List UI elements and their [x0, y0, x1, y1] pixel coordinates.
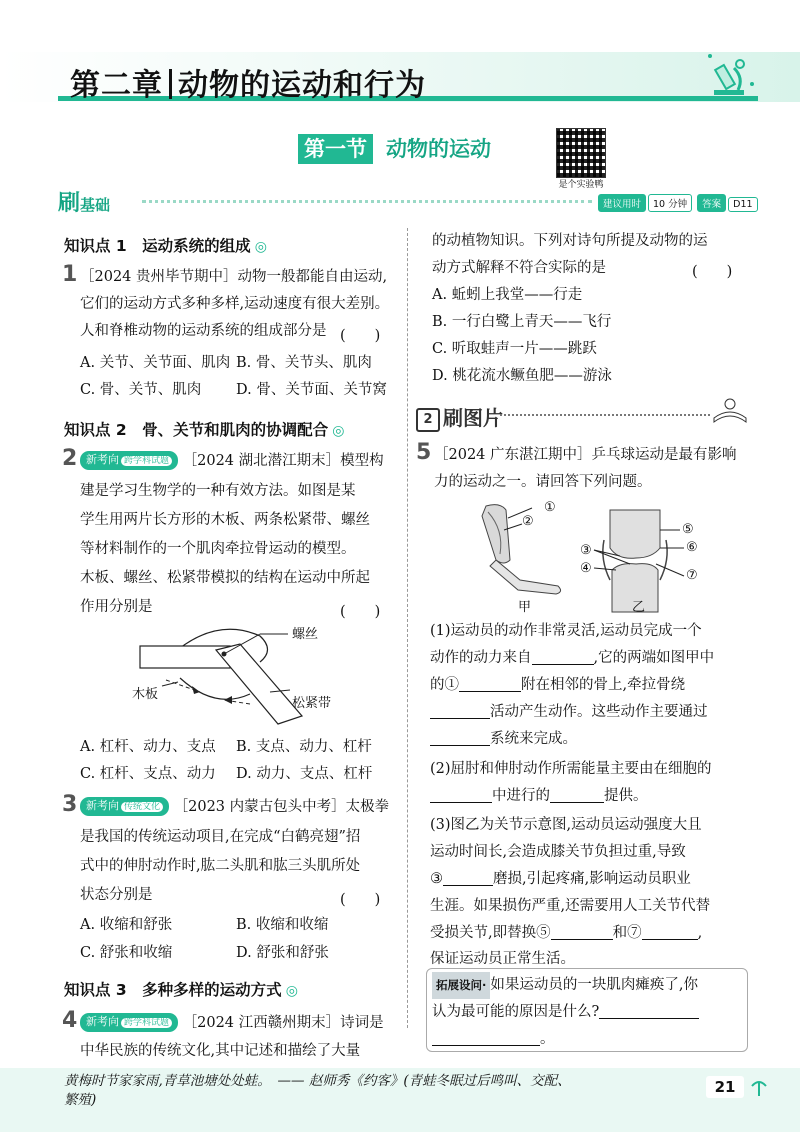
answer-blank[interactable] — [551, 923, 613, 940]
q3-option-b[interactable]: B. 收缩和收缩 — [236, 917, 329, 933]
badge-text: 新考向 — [86, 799, 119, 812]
q3-line: 式中的伸肘动作时,肱二头肌和肱三头肌所处 — [80, 858, 361, 874]
answer-blank[interactable] — [532, 648, 594, 665]
fig-caption-b: 乙 — [632, 600, 646, 615]
q1-option-a[interactable]: A. 关节、关节面、肌肉 — [80, 355, 231, 371]
q3-option-d[interactable]: D. 舒张和舒张 — [236, 945, 329, 961]
knowledge-point-3 — [64, 978, 298, 1000]
extension-line — [432, 1026, 555, 1053]
extension-line — [432, 999, 699, 1026]
q1-option-c[interactable]: C. 骨、关节、肌肉 — [80, 382, 202, 398]
leaf-icon — [748, 1076, 770, 1098]
q2-line: 学生用两片长方形的木板、两条松紧带、螺丝 — [80, 512, 370, 528]
fig-mark-2: ② — [522, 514, 534, 529]
book-icon — [710, 396, 750, 426]
kp1-title: 知识点 1 运动系统的组成 — [64, 237, 251, 255]
fig-label-band: 松紧带 — [292, 696, 332, 711]
q5-number: 5 — [416, 440, 432, 465]
microscope-icon — [700, 44, 760, 104]
extension-text: 。 — [540, 1031, 555, 1047]
picture-section-title: 刷图片 — [443, 406, 503, 430]
knowledge-point-2 — [64, 418, 344, 440]
qr-caption: 是个实验鸭 — [558, 180, 604, 190]
q5-text: 中进行的 — [492, 788, 550, 804]
q3-answer-paren[interactable]: ( ) — [340, 892, 381, 908]
q4-line: 动方式解释不符合实际的是 — [432, 260, 606, 276]
q2-first-line — [80, 448, 384, 475]
q5-text: ,它的两端如图甲中 — [593, 650, 715, 666]
q5-part3-line: 运动时间长,会造成膝关节负担过重,导致 — [430, 844, 686, 860]
q4-option-c[interactable]: C. 听取蛙声一片——跳跃 — [432, 341, 597, 357]
q1-line: 它们的运动方式多种多样,运动速度有很大差别。 — [80, 296, 390, 312]
target-icon: ◎ — [332, 423, 345, 439]
q5-text: ③ — [430, 871, 443, 887]
q5-text: 磨损,引起疼痛,影响运动员职业 — [493, 871, 691, 887]
q4-number: 4 — [62, 1008, 78, 1033]
picture-section-heading — [416, 402, 503, 432]
answer-blank[interactable] — [430, 786, 492, 803]
chapter-title: 动物的运动和行为 — [178, 68, 426, 103]
target-icon: ◎ — [254, 239, 267, 255]
q2-answer-paren[interactable]: ( ) — [340, 604, 381, 620]
q2-source: ［2024 湖北潜江期末］模型构 — [182, 453, 384, 469]
q5-part3-line: (3)图乙为关节示意图,运动员运动强度大且 — [430, 817, 702, 833]
q4-source: ［2024 江西赣州期末］诗词是 — [182, 1015, 384, 1031]
q3-first-line — [80, 794, 389, 821]
fig-label-board: 木板 — [132, 687, 159, 702]
answer-blank[interactable] — [459, 675, 521, 692]
answer-blank[interactable] — [430, 729, 490, 746]
chapter-divider — [169, 69, 172, 99]
q4-option-a[interactable]: A. 蚯蚓上我堂——行走 — [432, 287, 583, 303]
extension-line — [432, 972, 698, 999]
time-label: 建议用时 — [598, 194, 646, 212]
fig-mark-3: ③ — [580, 543, 592, 558]
q2-line: 作用分别是 — [80, 599, 153, 615]
answer-blank[interactable] — [550, 786, 604, 803]
q5-text: , — [697, 925, 703, 941]
q3-source: ［2023 内蒙古包头中考］太极拳 — [173, 799, 390, 815]
answer-label: 答案 — [697, 194, 726, 212]
time-value: 10 分钟 — [648, 194, 692, 212]
q4-line: 的动植物知识。下列对诗句所提及动物的运 — [432, 233, 708, 249]
time-info — [596, 194, 758, 212]
q1-answer-paren[interactable]: ( ) — [340, 328, 381, 344]
q5-part3-line: 保证运动员正常生活。 — [430, 951, 575, 967]
answer-blank[interactable] — [432, 1029, 540, 1046]
chapter-number: 第二章 — [70, 68, 163, 103]
q2-line: 建是学习生物学的一种有效方法。如图是某 — [80, 483, 356, 499]
answer-blank[interactable] — [599, 1002, 699, 1019]
fig-caption-a: 甲 — [518, 600, 532, 615]
badge-sub: 跨学科试题 — [121, 456, 172, 466]
fig-label-screw: 螺丝 — [292, 627, 319, 642]
section-number-icon: 2 — [416, 408, 440, 432]
q4-option-d[interactable]: D. 桃花流水鳜鱼肥——游泳 — [432, 368, 612, 384]
column-divider — [407, 228, 408, 1028]
q5-text: 和⑦ — [612, 925, 642, 941]
new-direction-badge — [80, 1013, 178, 1032]
basic-heading-main: 刷 — [58, 191, 81, 216]
q5-text: 附在相邻的骨上,牵拉骨绕 — [521, 677, 686, 693]
q2-option-b[interactable]: B. 支点、动力、杠杆 — [236, 739, 372, 755]
badge-sub: 传统文化 — [121, 802, 163, 812]
q5-part1-line — [430, 645, 714, 672]
page-number: 21 — [706, 1076, 744, 1098]
q5-part3-line: 生涯。如果损伤严重,还需要用人工关节代替 — [430, 898, 711, 914]
q2-line: 木板、螺丝、松紧带模拟的结构在运动中所起 — [80, 570, 370, 586]
answer-blank[interactable] — [430, 702, 490, 719]
answer-blank[interactable] — [443, 869, 493, 886]
q1-number: 1 — [62, 262, 78, 287]
fig-mark-4: ④ — [580, 561, 592, 576]
q1-option-d[interactable]: D. 骨、关节面、关节窝 — [236, 382, 387, 398]
fig-mark-1: ① — [544, 500, 556, 515]
q1-line: ［2024 贵州毕节期中］动物一般都能自由运动, — [80, 269, 388, 285]
q5-text: 活动产生动作。这些动作主要通过 — [490, 704, 708, 720]
section-label: 第一节 — [298, 134, 373, 164]
q5-text: 的① — [430, 677, 459, 693]
q5-text: 提供。 — [604, 788, 648, 804]
badge-text: 新考向 — [86, 1015, 119, 1028]
knowledge-point-1 — [64, 234, 267, 256]
q5-line: ［2024 广东湛江期中］乒乓球运动是最有影响 — [434, 447, 737, 463]
basic-heading — [58, 186, 110, 217]
q2-line: 等材料制作的一个肌肉牵拉骨运动的模型。 — [80, 541, 356, 557]
q5-part1-line — [430, 699, 708, 726]
chapter-heading — [70, 60, 426, 104]
q5-part1-line: (1)运动员的动作非常灵活,运动员完成一个 — [430, 623, 702, 639]
dotted-rule — [500, 414, 710, 416]
q5-part3-line — [430, 920, 702, 947]
q3-line: 是我国的传统运动项目,在完成“白鹤亮翅”招 — [80, 829, 361, 845]
q1-line: 人和脊椎动物的运动系统的组成部分是 — [80, 323, 327, 339]
badge-text: 新考向 — [86, 453, 119, 466]
section-title: 动物的运动 — [386, 137, 491, 161]
answer-page: D11 — [728, 197, 757, 212]
q3-line: 状态分别是 — [80, 887, 153, 903]
q2-option-d[interactable]: D. 动力、支点、杠杆 — [236, 766, 373, 782]
kp2-title: 知识点 2 骨、关节和肌肉的协调配合 — [64, 421, 329, 439]
q4-first-line — [80, 1010, 384, 1037]
fig-mark-6: ⑥ — [686, 540, 698, 555]
q5-line: 力的运动之一。请回答下列问题。 — [434, 474, 652, 490]
q5-part3-line — [430, 866, 691, 893]
q4-option-b[interactable]: B. 一行白鹭上青天——飞行 — [432, 314, 612, 330]
qr-code[interactable] — [556, 128, 606, 178]
q5-part2-line — [430, 783, 648, 810]
q5-text: 动作的动力来自 — [430, 650, 532, 666]
q2-number: 2 — [62, 446, 78, 471]
q5-text: 受损关节,即替换⑤ — [430, 925, 551, 941]
kp3-title: 知识点 3 多种多样的运动方式 — [64, 981, 282, 999]
badge-sub: 跨学科试题 — [121, 1018, 172, 1028]
q4-answer-paren[interactable]: ( ) — [692, 264, 733, 280]
dotted-rule — [142, 200, 592, 203]
fig-mark-5: ⑤ — [682, 522, 694, 537]
q5-part1-line — [430, 672, 685, 699]
footer-poem — [64, 1072, 571, 1110]
q5-text: 系统来完成。 — [490, 731, 577, 747]
q1-option-b[interactable]: B. 骨、关节头、肌肉 — [236, 355, 372, 371]
muscle-model-figure — [120, 620, 380, 740]
basic-heading-sub: 基础 — [80, 196, 111, 214]
fig-mark-7: ⑦ — [686, 568, 698, 583]
q2-option-a[interactable]: A. 杠杆、动力、支点 — [80, 739, 216, 755]
new-direction-badge — [80, 451, 178, 470]
extension-text: 认为最可能的原因是什么? — [432, 1004, 600, 1020]
q3-number: 3 — [62, 792, 78, 817]
q3-option-c[interactable]: C. 舒张和收缩 — [80, 945, 173, 961]
new-direction-badge — [80, 797, 169, 816]
poem-line: 黄梅时节家家雨,青草池塘处处蛙。 —— 赵师秀《约客》(青蛙冬眠过后鸣叫、交配、 — [64, 1073, 571, 1089]
extension-tag: 拓展设问· — [432, 972, 490, 999]
q5-part1-line — [430, 726, 577, 753]
q3-option-a[interactable]: A. 收缩和舒张 — [80, 917, 173, 933]
q2-option-c[interactable]: C. 杠杆、支点、动力 — [80, 766, 216, 782]
answer-blank[interactable] — [642, 923, 698, 940]
extension-text: 如果运动员的一块肌肉瘫痪了,你 — [490, 977, 698, 993]
q5-part2-line: (2)屈肘和伸肘动作所需能量主要由在细胞的 — [430, 761, 712, 777]
target-icon: ◎ — [285, 983, 298, 999]
q4-line: 中华民族的传统文化,其中记述和描绘了大量 — [80, 1043, 361, 1059]
poem-line: 繁殖) — [64, 1092, 97, 1108]
